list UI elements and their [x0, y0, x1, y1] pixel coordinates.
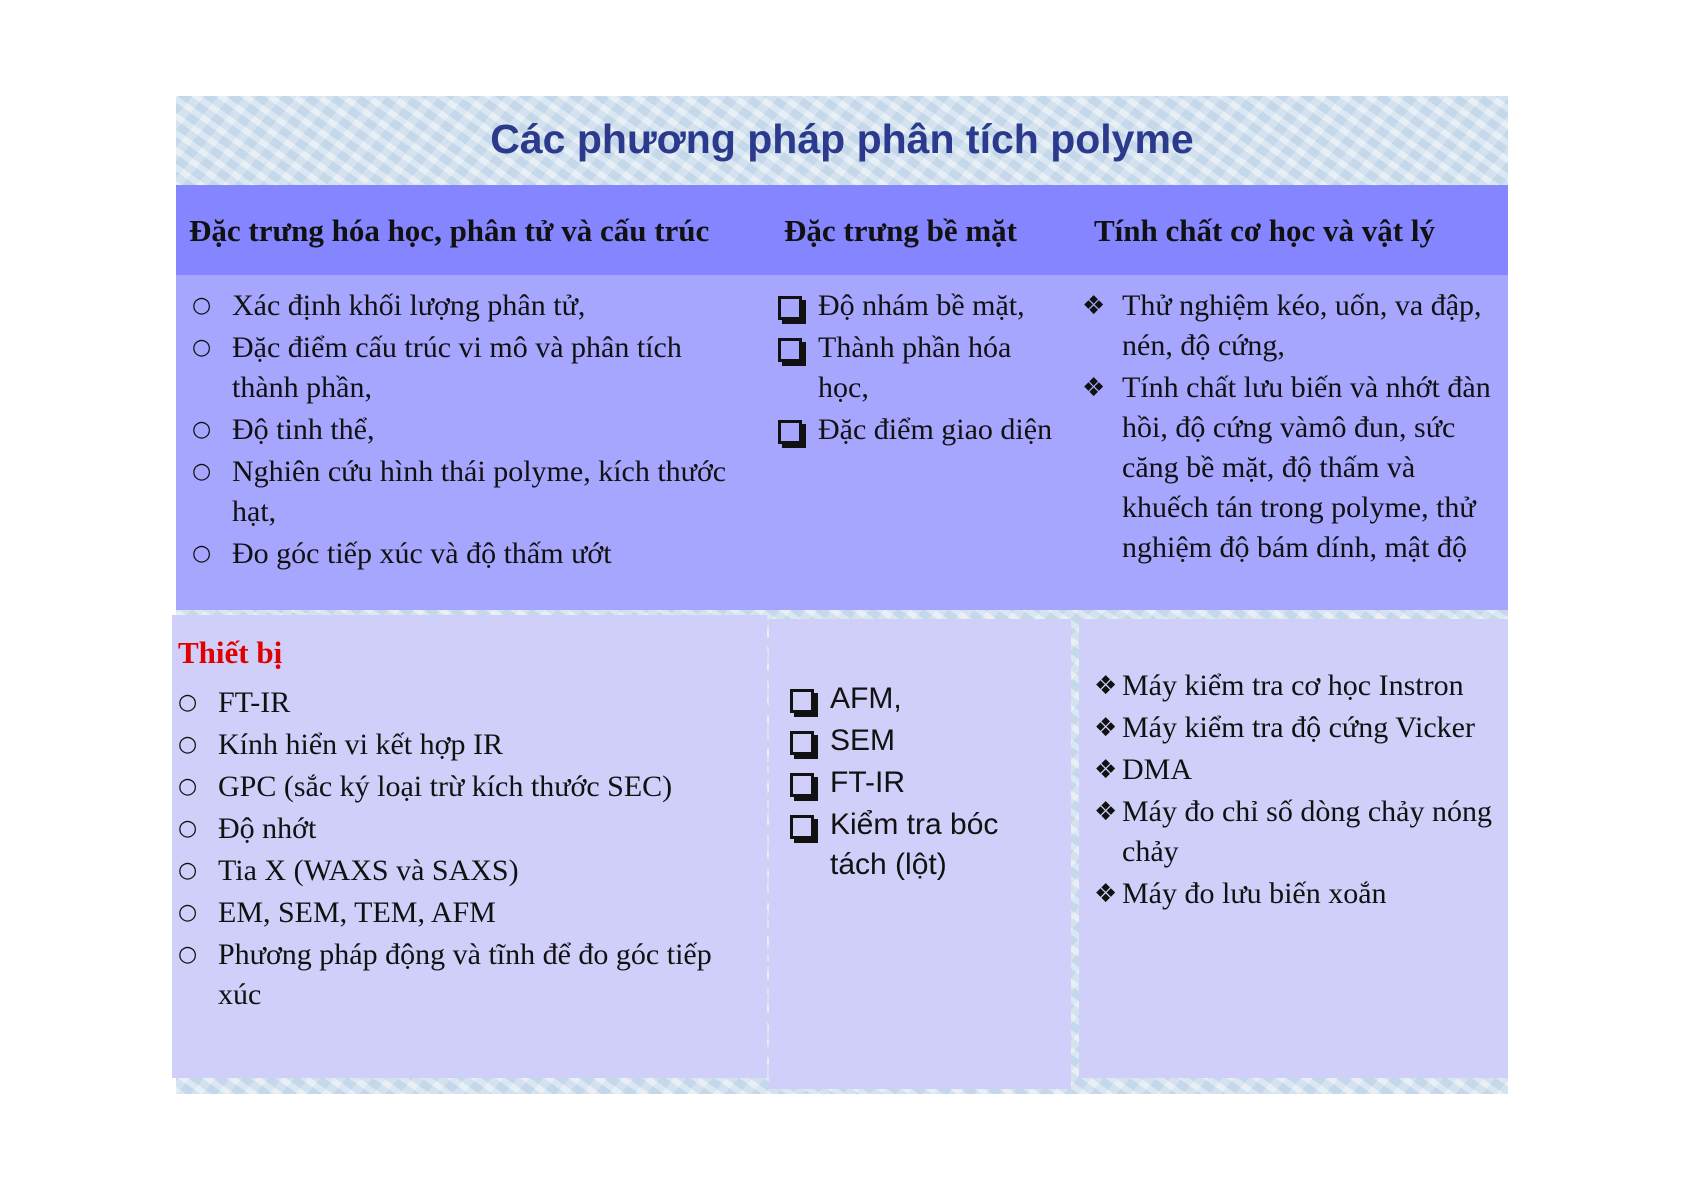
diamond-bullet-icon: ❖: [1094, 879, 1118, 909]
list-item: ○ Phương pháp động và tĩnh để đo góc tiếp xúc: [178, 935, 758, 1015]
equipment-label: Thiết bị: [178, 635, 283, 670]
checkbox-bullet-icon: [790, 731, 814, 755]
checkbox-bullet-icon: [790, 689, 814, 713]
diamond-bullet-icon: ❖: [1094, 671, 1118, 701]
list-item: ❖ Máy kiểm tra cơ học Instron: [1094, 666, 1494, 706]
circle-bullet-icon: ○: [178, 732, 198, 757]
circle-bullet-icon: ○: [178, 858, 198, 883]
circle-bullet-icon: ○: [178, 774, 198, 799]
checkbox-bullet-icon: [778, 338, 802, 362]
slide-title: Các phương pháp phân tích polyme: [490, 116, 1194, 162]
header-surface: Đặc trưng bề mặt: [784, 213, 1017, 248]
list-item: FT-IR: [790, 763, 1060, 803]
list-item: ○ Độ nhớt: [178, 809, 758, 849]
list-item: Kiểm tra bóc tách (lột): [790, 805, 1060, 885]
list-item: ○ Độ tinh thể,: [192, 410, 752, 450]
properties-chemical-cell: [192, 286, 752, 574]
diamond-bullet-icon: ❖: [1094, 713, 1118, 743]
list-item: ❖ Thử nghiệm kéo, uốn, va đập, nén, độ cứng,: [1082, 286, 1492, 366]
list-item: ❖ DMA: [1094, 750, 1494, 790]
circle-bullet-icon: ○: [192, 293, 212, 318]
circle-bullet-icon: ○: [178, 690, 198, 715]
properties-mechanical-cell: [1082, 286, 1492, 568]
equipment-surface-cell: [790, 679, 1060, 885]
diamond-bullet-icon: ❖: [1094, 797, 1118, 827]
list-item: ○ Kính hiển vi kết hợp IR: [178, 725, 758, 765]
checkbox-bullet-icon: [790, 773, 814, 797]
circle-bullet-icon: ○: [178, 900, 198, 925]
circle-bullet-icon: ○: [192, 541, 212, 566]
list-item: ○ GPC (sắc ký loại trừ kích thước SEC): [178, 767, 758, 807]
list-item: Độ nhám bề mặt,: [778, 286, 1068, 326]
list-item: SEM: [790, 721, 1060, 761]
diamond-bullet-icon: ❖: [1094, 755, 1118, 785]
equipment-chemical-cell: [178, 633, 758, 1015]
equipment-mechanical-cell: [1094, 666, 1494, 914]
list-item: ❖ Máy đo lưu biến xoắn: [1094, 874, 1494, 914]
list-item: AFM,: [790, 679, 1060, 719]
list-item: Thành phần hóa học,: [778, 328, 1068, 408]
circle-bullet-icon: ○: [192, 459, 212, 484]
list-item: ❖ Tính chất lưu biến và nhớt đàn hồi, độ cứng vàmô đun, sức căng bề mặt, độ thấm và khuếch tán trong polyme, thử nghiệm độ bám dính, mật độ: [1082, 368, 1492, 568]
list-item: ❖ Máy kiểm tra độ cứng Vicker: [1094, 708, 1494, 748]
list-item: ○ Xác định khối lượng phân tử,: [192, 286, 752, 326]
list-item: ○ Đặc điểm cấu trúc vi mô và phân tích thành phần,: [192, 328, 752, 408]
slide: [176, 96, 1508, 1094]
list-item: ❖ Máy đo chỉ số dòng chảy nóng chảy: [1094, 792, 1494, 872]
list-item: ○ Đo góc tiếp xúc và độ thấm ướt: [192, 534, 752, 574]
circle-bullet-icon: ○: [192, 417, 212, 442]
checkbox-bullet-icon: [790, 815, 814, 839]
circle-bullet-icon: ○: [178, 816, 198, 841]
circle-bullet-icon: ○: [178, 942, 198, 967]
list-item: ○ EM, SEM, TEM, AFM: [178, 893, 758, 933]
diamond-bullet-icon: ❖: [1082, 291, 1106, 321]
diamond-bullet-icon: ❖: [1082, 373, 1106, 403]
header-mechanical-physical: Tính chất cơ học và vật lý: [1094, 213, 1435, 248]
list-item: ○ Tia X (WAXS và SAXS): [178, 851, 758, 891]
properties-surface-cell: [778, 286, 1068, 450]
checkbox-bullet-icon: [778, 420, 802, 444]
list-item: ○ Nghiên cứu hình thái polyme, kích thước hạt,: [192, 452, 752, 532]
circle-bullet-icon: ○: [192, 335, 212, 360]
table-header-row: [176, 185, 1508, 275]
checkbox-bullet-icon: [778, 296, 802, 320]
list-item: ○ FT-IR: [178, 683, 758, 723]
header-chemical-structure: Đặc trưng hóa học, phân tử và cấu trúc: [189, 213, 710, 248]
list-item: Đặc điểm giao diện: [778, 410, 1068, 450]
